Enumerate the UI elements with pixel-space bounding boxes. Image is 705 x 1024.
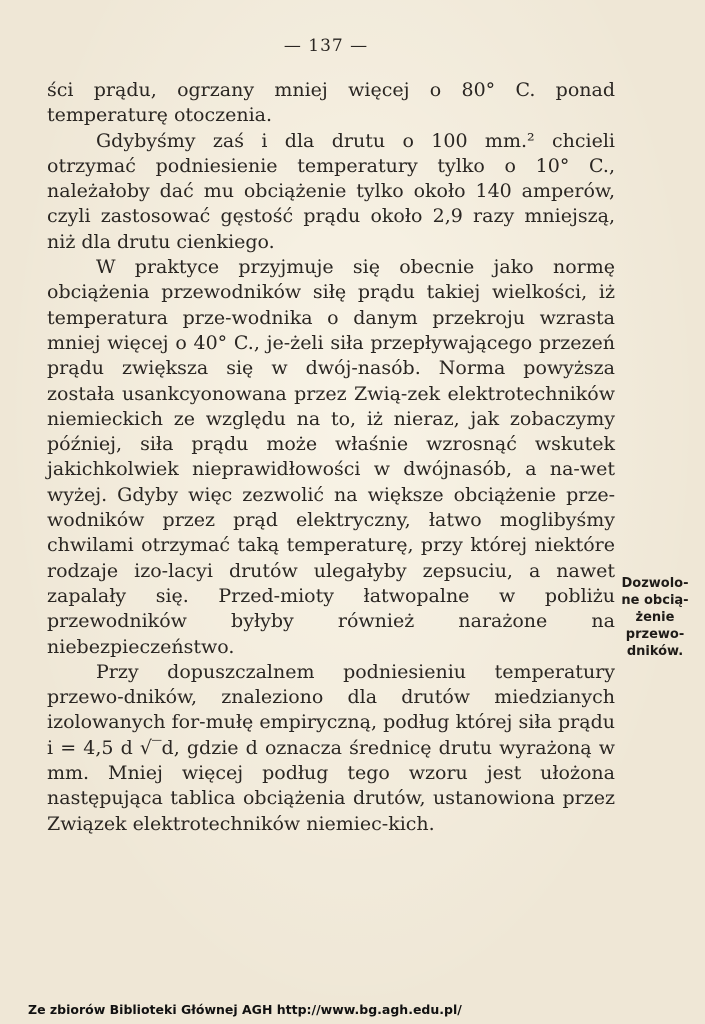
paragraph-3: W praktyce przyjmuje się obecnie jako normę obciążenia przewodników siłę prądu takiej wielkości, iż temperatura prze-wodnika o danym przekroju wzrasta mniej więcej o 40° C., je-żeli siła przepływającego przezeń prądu zwiększa się w dwój-nasób. Norma powyższa została usankcyonowana przez Zwią-zek elektrotechników niemieckich ze względu na to, iż nieraz, jak zobaczymy później, siła prądu może właśnie wzrosnąć wskutek jakichkolwiek nieprawidłowości w dwójnasób, a na-wet wyżej. Gdyby więc zezwolić na większe obciążenie prze-wodników przez prąd elektryczny, łatwo moglibyśmy chwilami otrzymać taką temperaturę, przy której niektóre rodzaje izo-lacyi drutów ulegałyby zepsuciu, a nawet zapalały się. Przed-mioty łatwopalne w pobliżu przewodników byłyby również narażone na niebezpieczeństwo.	[47, 256, 615, 658]
margin-note-line: dników.	[626, 644, 684, 659]
margin-note-line: przewo-	[625, 627, 685, 642]
paragraph-2: Gdybyśmy zaś i dla drutu o 100 mm.² chcieli otrzymać podniesienie temperatury tylko o 10° C., należałoby dać mu obciążenie tylko około 140 amperów, czyli zastosować gęstość prądu około 2,9 razy mniejszą, niż dla drutu cienkiego.	[47, 129, 615, 253]
margin-note	[620, 575, 690, 660]
paragraph-4: Przy dopuszczalnem podniesieniu temperatury przewo-dników, znaleziono dla drutów miedzianych izolowanych for-mułę empiryczną, podług której siła prądu i = 4,5 d √‾d, gdzie d oznacza średnicę drutu wyrażoną w mm. Mniej więcej podług tego wzoru jest ułożona następująca tablica obciążenia drutów, ustanowiona przez Związek elektrotechników niemiec-kich.	[47, 660, 615, 835]
paragraph-1: ści prądu, ogrzany mniej więcej o 80° C. ponad temperaturę otoczenia.	[47, 79, 615, 127]
margin-note-line: Dozwolo-	[621, 576, 689, 591]
body-text	[47, 78, 615, 837]
page-number: — 137 —	[283, 36, 369, 56]
library-footer: Ze zbiorów Biblioteki Głównej AGH http://www.bg.agh.edu.pl/	[28, 1002, 462, 1017]
margin-note-line: ne obcią-	[621, 593, 689, 608]
margin-note-line: żenie	[635, 610, 675, 625]
